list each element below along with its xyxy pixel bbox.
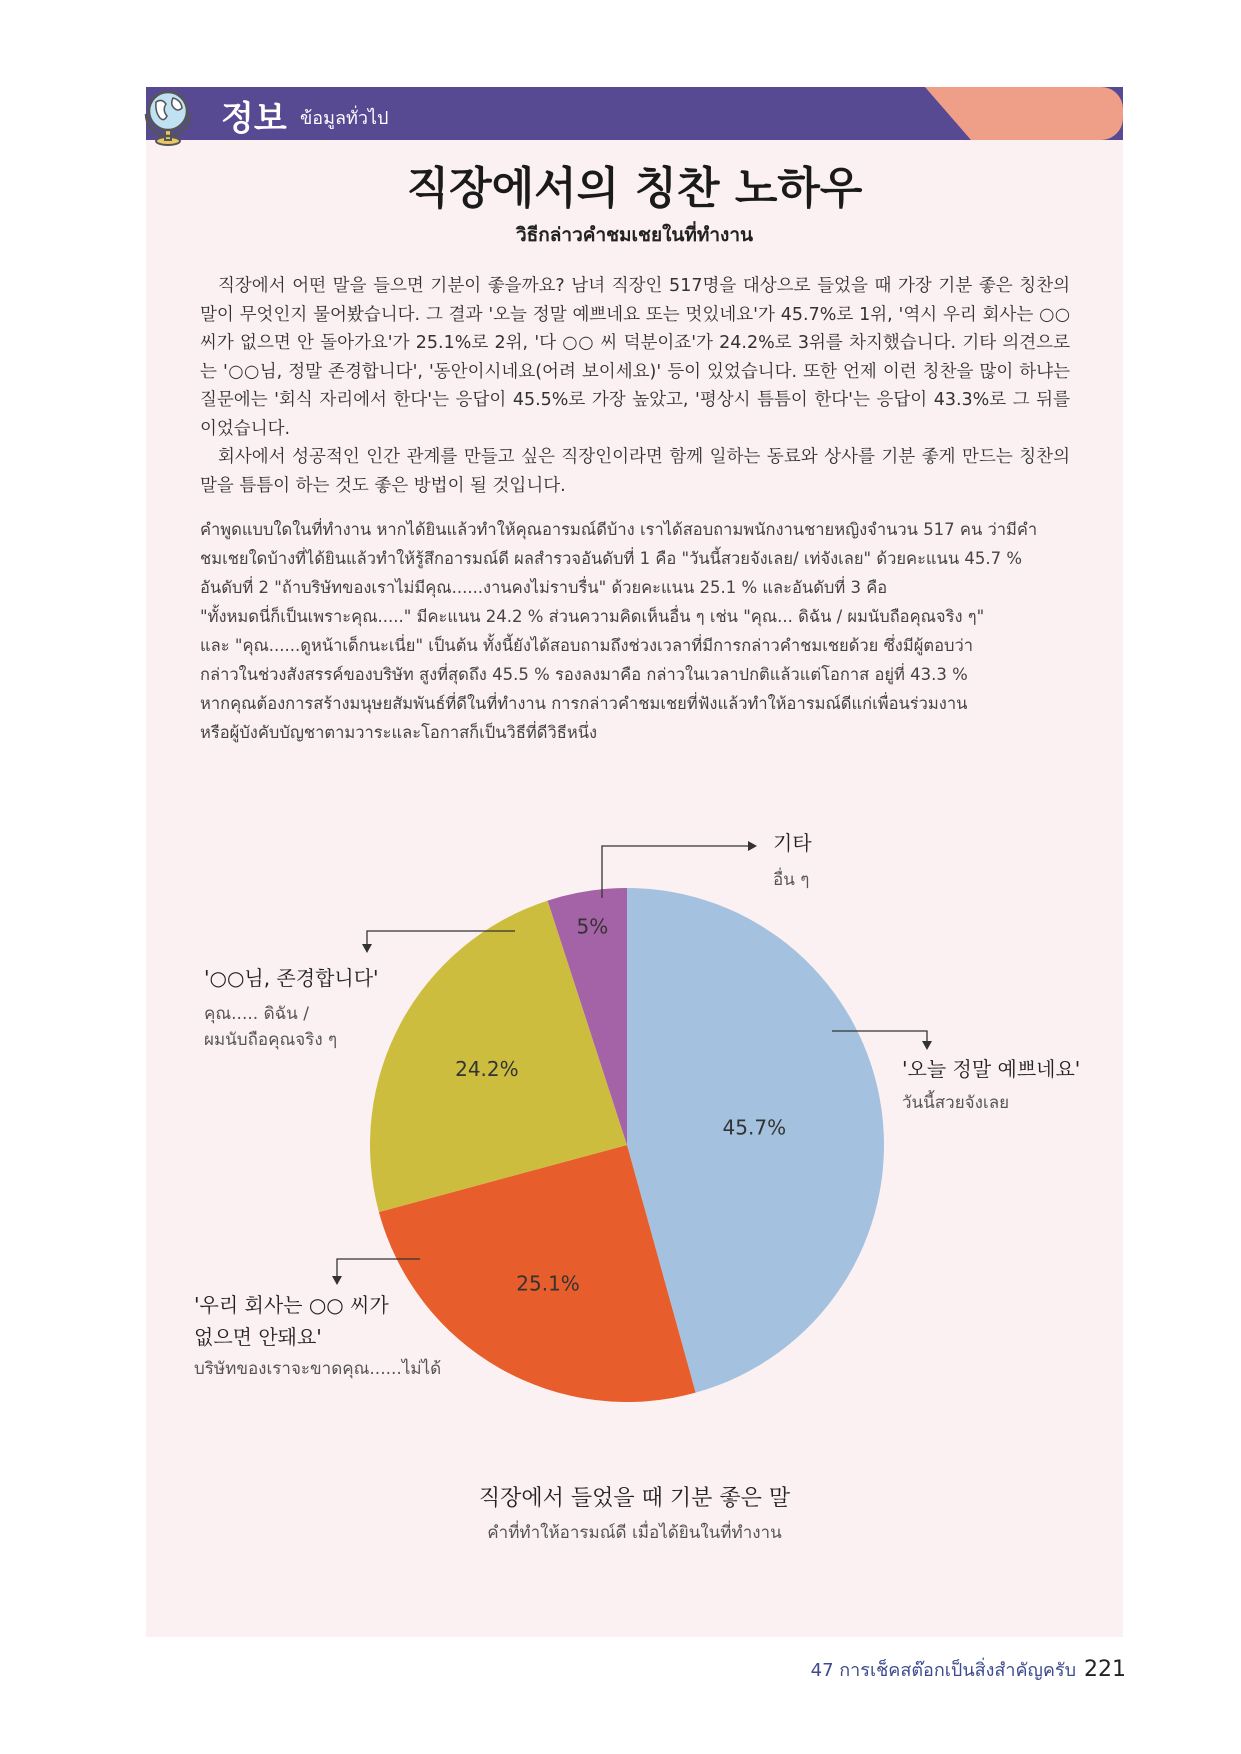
leader-arrow-s1: [332, 1276, 342, 1285]
pie-value-label-1: 25.1%: [516, 1271, 580, 1296]
label-s1-ko-2: 없으면 안돼요': [194, 1325, 322, 1349]
leader-arrow-s0: [922, 1041, 932, 1050]
body-th-line: และ "คุณ......ดูหน้าเด็กนะเนี่ย" เป็นต้น ทั้งนี้ยังได้สอบถามถึงช่วงเวลาที่มีการกล่าวคำชมเชยด้วย ซึ่งมีผู้ตอบว่า: [200, 636, 974, 655]
body-th-line: กล่าวในช่วงสังสรรค์ของบริษัท สูงที่สุดถึง 45.5 % รองลงมาคือ กล่าวในเวลาปกติแล้วแต่โอกาส อยู่ที่ 43.3 %: [200, 665, 968, 684]
label-s3-ko: 기타: [773, 831, 812, 855]
page-footer: [811, 1655, 1126, 1684]
label-s3-th: อื่น ๆ: [773, 870, 810, 890]
label-s2-th-2: ผมนับถือคุณจริง ๆ: [204, 1030, 338, 1050]
pie-value-label-3: 5%: [576, 914, 609, 939]
body-th-line: หากคุณต้องการสร้างมนุษยสัมพันธ์ที่ดีในที่ทำงาน การกล่าวคำชมเชยที่ฟังแล้วทำให้อารมณ์ดีแก่เพื่อนร่วมงาน: [200, 694, 968, 713]
body-th-line: หรือผู้บังคับบัญชาตามวาระและโอกาสก็เป็นวิธีที่ดีวิธีหนึ่ง: [200, 723, 598, 742]
body-ko-paragraph-2: 회사에서 성공적인 인간 관계를 만들고 싶은 직장인이라면 함께 일하는 동료와 상사를 기분 좋게 만드는 칭찬의 말을 틈틈이 하는 것도 좋은 방법이 될 것입니다.: [200, 447, 1070, 496]
body-th-line: อันดับที่ 2 "ถ้าบริษัทของเราไม่มีคุณ......งานคงไม่ราบรื่น" ด้วยคะแนน 25.1 % และอันดับที่ 3 คือ: [200, 578, 888, 597]
page-subtitle: วิธีกล่าวคำชมเชยในที่ทำงาน: [516, 224, 753, 246]
page-title: 직장에서의 칭찬 노하우: [406, 163, 863, 214]
label-s1-ko-1: '우리 회사는 ○○ 씨가: [194, 1293, 389, 1317]
header-title: 정보: [221, 99, 287, 139]
body-th-line: คำพูดแบบใดในที่ทำงาน หากได้ยินแล้วทำให้คุณอารมณ์ดีบ้าง เราได้สอบถามพนักงานชายหญิงจำนวน 517 คน ว่ามีคำ: [200, 520, 1038, 539]
header-subtitle: ข้อมูลทั่วไป: [300, 108, 389, 129]
body-th-line: "ทั้งหมดนี่ก็เป็นเพราะคุณ....." มีคะแนน 24.2 % ส่วนความคิดเห็นอื่น ๆ เช่น "คุณ... ดิฉัน / ผมนับถือคุณจริง ๆ": [200, 607, 985, 626]
footer-text: 47 การเช็คสต๊อกเป็นสิ่งสำคัญครับ: [810, 1660, 1076, 1681]
pie-value-label-2: 24.2%: [455, 1057, 519, 1082]
pie-value-label-0: 45.7%: [722, 1115, 787, 1140]
leader-arrow-s3: [748, 841, 757, 851]
page-number: 221: [1084, 1657, 1126, 1682]
label-s2-ko: '○○님, 존경합니다': [204, 966, 379, 990]
label-s0-ko: '오늘 정말 예쁘네요': [902, 1057, 1081, 1081]
body-ko-paragraph-1: 직장에서 어떤 말을 들으면 기분이 좋을까요? 남녀 직장인 517명을 대상으로 들었을 때 가장 기분 좋은 칭찬의 말이 무엇인지 물어봤습니다. 그 결과 '오늘 정말 예쁘네요 또는 멋있네요'가 45.7%로 1위, '역시 우리 회사는 ○○ 씨가 없으면 안 돌아가요'가 25.1%로 2위, '다 ○○ 씨 덕분이죠'가 24.2%로 3위를 차지했습니다. 기타 의견으로는 '○○님, 정말 존경합니다', '동안이시네요(어려 보이세요)' 등이 있었습니다. 또한 언제 이런 칭찬을 많이 하냐는 질문에는 '회식 자리에서 한다'는 응답이 45.5%로 가장 높았고, '평상시 틈틈이 한다'는 응답이 43.3%로 그 뒤를 이었습니다.: [200, 276, 1070, 439]
chart-caption: 직장에서 들었을 때 기분 좋은 말: [478, 1486, 791, 1511]
label-s2-th-1: คุณ..... ดิฉัน /: [204, 1004, 309, 1024]
leader-arrow-s2: [362, 944, 372, 953]
label-s0-th: วันนี้สวยจังเลย: [902, 1093, 1010, 1113]
chart-caption-sub: คำที่ทำให้อารมณ์ดี เมื่อได้ยินในที่ทำงาน: [487, 1523, 782, 1543]
label-s1-th: บริษัทของเราจะขาดคุณ......ไม่ได้: [194, 1359, 442, 1379]
body-th-line: ชมเชยใดบ้างที่ได้ยินแล้วทำให้รู้สึกอารมณ์ดี ผลสำรวจอันดับที่ 1 คือ "วันนี้สวยจังเลย/ เท่จังเลย" ด้วยคะแนน 45.7 %: [200, 549, 1023, 568]
